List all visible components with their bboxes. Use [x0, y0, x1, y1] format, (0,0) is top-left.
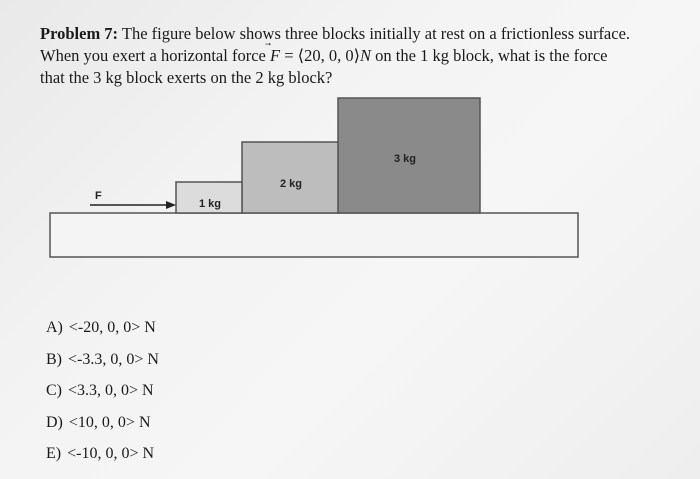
choice-c[interactable]: [46, 375, 159, 407]
choice-c-letter: C): [46, 382, 62, 399]
force-vector: = ⟨20, 0, 0⟩: [280, 46, 361, 65]
force-unit: N: [360, 46, 372, 65]
choice-a-letter: A): [46, 319, 63, 336]
force-label: F: [95, 190, 102, 202]
problem-line-2-post: on the 1 kg block, what is the force: [371, 46, 608, 65]
choice-c-text: <3.3, 0, 0> N: [68, 382, 154, 399]
block-2kg-label: 2 kg: [280, 178, 303, 190]
choice-d-text: <10, 0, 0> N: [68, 413, 151, 431]
frictionless-surface: [50, 213, 578, 257]
choice-a-text: <-20, 0, 0> N: [68, 319, 156, 336]
choice-e-letter: E): [46, 445, 62, 462]
choice-e-text: <-10, 0, 0> N: [67, 445, 155, 462]
answer-choices: [46, 312, 159, 470]
choice-b-letter: B): [46, 350, 62, 368]
choice-e[interactable]: [46, 438, 159, 470]
choice-d[interactable]: [46, 407, 159, 439]
problem-label: Problem 7:: [40, 24, 119, 43]
choice-d-letter: D): [46, 413, 63, 431]
force-symbol: F: [269, 46, 281, 65]
force-arrowhead-icon: [166, 201, 176, 209]
choice-a[interactable]: [46, 312, 159, 344]
choice-b-text: <-3.3, 0, 0> N: [68, 350, 159, 368]
problem-line-3: that the 3 kg block exerts on the 2 kg block?: [40, 68, 333, 87]
block-3kg-label: 3 kg: [394, 153, 417, 165]
problem-line-2-pre: When you exert a horizontal force: [40, 46, 270, 65]
block-1kg-label: 1 kg: [199, 198, 222, 210]
choice-b[interactable]: [46, 344, 159, 376]
problem-line-1-text: The figure below shows three blocks initially at rest on a frictionless surface.: [118, 24, 631, 43]
